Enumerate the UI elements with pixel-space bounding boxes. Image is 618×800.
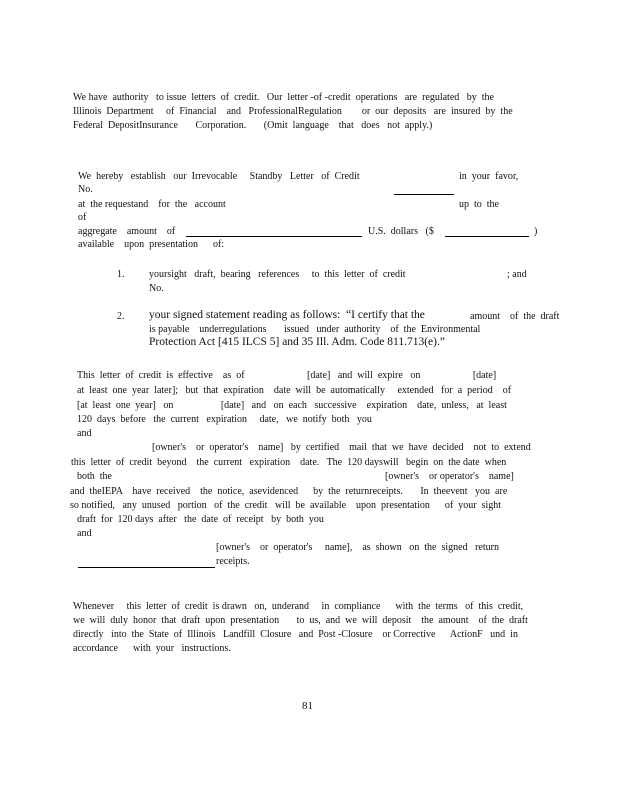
para4-line4: accordance with your instructions. — [73, 643, 231, 654]
para3-line1: This letter of credit is effective as of [date] and will expire on [date] — [77, 370, 497, 381]
para2-line5a: aggregate amount of — [78, 226, 176, 237]
para3-line7: this letter of credit beyond the current expiration date. The 120 dayswill begin on the date when — [71, 457, 507, 468]
item1-line1b: ; and — [507, 269, 527, 280]
para2-line5b: U.S. dollars ($ — [368, 226, 434, 237]
para1-line2: Illinois Department of Financial and ProfessionalRegulation or our deposits are insured by the — [73, 106, 513, 117]
para3-line13: and — [77, 528, 92, 539]
para4-line3: directly into the State of Illinois Landfill Closure and Post -Closure or Corrective ActionF und in — [73, 629, 518, 640]
para3-line10: and theIEPA have received the notice, asevidenced by the returnreceipts. In theevent you are — [70, 486, 508, 497]
para2-line3a: at the requestand for the account — [78, 199, 226, 210]
para3-line14: [owner's or operator's name], as shown on the signed return — [216, 542, 499, 553]
item2-line1a: your signed statement reading as follows: “I certify that the — [149, 309, 425, 321]
para1-line3: Federal DepositInsurance Corporation. (Omit language that does not apply.) — [73, 120, 433, 131]
para2-line5c: ) — [534, 226, 538, 237]
para4-line2: we will duly honor that draft upon presentation to us, and we will deposit the amount of the draft — [73, 615, 528, 626]
amount-words-blank — [186, 236, 362, 237]
para2-line2: No. — [78, 184, 93, 195]
para3-line4: 120 days before the current expiration date, we notify both you — [77, 414, 372, 425]
item2-line3: Protection Act [415 ILCS 5] and 35 Ill. Adm. Code 811.713(e).” — [149, 336, 445, 348]
para2-line4: of — [78, 212, 87, 223]
page-number: 81 — [302, 700, 313, 712]
para3-line6: [owner's or operator's name] by certified mail that we have decided not to extend — [152, 442, 531, 453]
item2-line1b: amount of the draft — [470, 311, 560, 322]
para3-line12: draft for 120 days after the date of receipt by both you — [77, 514, 324, 525]
letter-number-blank — [394, 194, 454, 195]
item1-line1a: yoursight draft, bearing references to this letter of credit — [149, 269, 406, 280]
item1-number: 1. — [117, 269, 125, 280]
para1-line1: We have authority to issue letters of credit. Our letter -of -credit operations are regulated by the — [73, 92, 494, 103]
para2-line6: available upon presentation of: — [78, 239, 225, 250]
signature-blank — [78, 567, 215, 568]
item2-number: 2. — [117, 311, 125, 322]
para3-line9: [owner's or operator's name] — [385, 471, 514, 482]
para2-line1a: We hereby establish our Irrevocable Standby Letter of Credit — [78, 171, 360, 182]
para3-line11: so notified, any unused portion of the credit will be available upon presentation of your sight — [70, 500, 502, 511]
para3-line5: and — [77, 428, 92, 439]
amount-figures-blank — [445, 236, 529, 237]
item1-line2: No. — [149, 283, 164, 294]
para3-line15: receipts. — [216, 556, 250, 567]
para3-line3: [at least one year] on [date] and on each successive expiration date, unless, at least — [77, 400, 507, 411]
para3-line8: both the — [77, 471, 112, 482]
item2-line2: is payable underregulations issued under authority of the Environmental — [149, 324, 481, 335]
para3-line2: at least one year later]; but that expiration date will be automatically extended for a period of — [77, 385, 512, 396]
para2-line3b: up to the — [459, 199, 499, 210]
para2-line1b: in your favor, — [459, 171, 519, 182]
para4-line1: Whenever this letter of credit is drawn on, underand in compliance with the terms of this credit, — [73, 601, 524, 612]
